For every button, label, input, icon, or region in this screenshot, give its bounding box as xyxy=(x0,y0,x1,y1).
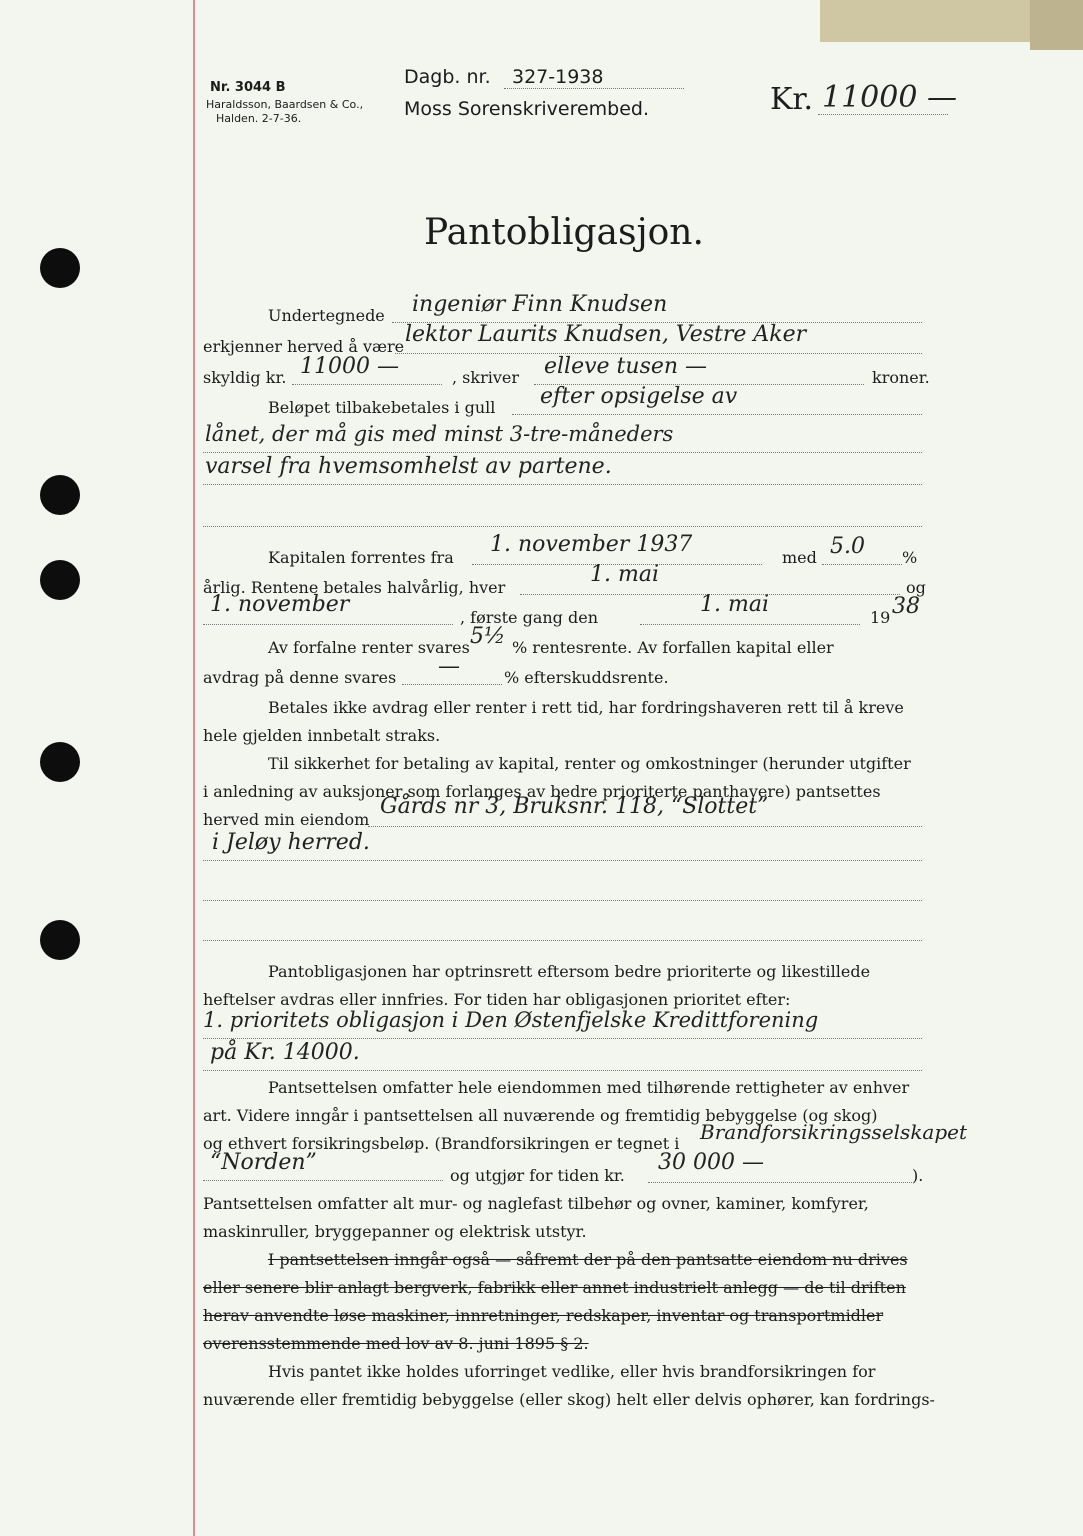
insurer-name-1: Brandforsikringsselskapet xyxy=(700,1120,968,1144)
struck-line-2: eller senere blir anlagt bergverk, fabrikk eller annet industrielt anlegg — de til driften xyxy=(203,1278,906,1297)
kr-amount: 11000 — xyxy=(822,80,957,115)
struck-line-3: herav anvendte løse maskiner, innretninger, redskaper, inventar og transportmidler xyxy=(203,1306,884,1325)
punch-hole xyxy=(40,248,80,288)
document-title: Pantobligasjon. xyxy=(424,212,704,253)
prioritet-line-1: Pantobligasjonen har optrinsrett eftersom bedre prioriterte og likestillede xyxy=(268,962,871,981)
percent-sign: % xyxy=(902,548,918,567)
mur-line-2: maskinruller, bryggepanner og elektrisk utstyr. xyxy=(203,1222,587,1241)
insured-amount: 30 000 — xyxy=(658,1150,764,1175)
close-paren: ). xyxy=(912,1166,924,1185)
punch-hole xyxy=(40,560,80,600)
forfalne-label: Av forfalne renter svares xyxy=(268,638,470,657)
omfatter-line-1: Pantsettelsen omfatter hele eiendommen med tilhørende rettigheter av enhver xyxy=(268,1078,910,1097)
repayment-terms-3: varsel fra hvemsomhelst av partene. xyxy=(205,454,612,479)
betales-line-1: Betales ikke avdrag eller renter i rett tid, har fordringshaveren rett til å kreve xyxy=(268,698,904,717)
prior-mortgage-2: på Kr. 14000. xyxy=(210,1040,360,1065)
med-label: med xyxy=(782,548,817,567)
mur-line-1: Pantsettelsen omfatter alt mur- og naglefast tilbehør og ovner, kaminer, komfyrer, xyxy=(203,1194,869,1213)
default-interest-rate: 5½ xyxy=(470,624,506,649)
insurer-name-2: “Norden” xyxy=(210,1150,317,1175)
interest-rate: 5.0 xyxy=(830,534,865,559)
interest-start-date: 1. november 1937 xyxy=(490,532,693,557)
utgjor-label: og utgjør for tiden kr. xyxy=(450,1166,625,1185)
prior-mortgage-1: 1. prioritets obligasjon i Den Østenfjelske Kredittforening xyxy=(203,1008,819,1032)
forste-label: , første gang den xyxy=(460,608,598,627)
year-prefix: 19 xyxy=(870,608,891,627)
margin-line xyxy=(193,0,195,1536)
struck-line-1: I pantsettelsen inngår også — såfremt der på den pantsatte eiendom nu drives xyxy=(268,1250,908,1269)
skriver-label: , skriver xyxy=(452,368,519,387)
first-payment-date: 1. mai xyxy=(700,592,769,617)
hvis-line-1: Hvis pantet ikke holdes uforringet vedlike, eller hvis brandforsikringen for xyxy=(268,1362,876,1381)
printer-line-1: Haraldsson, Baardsen & Co., xyxy=(206,98,364,111)
kapital-label: Kapitalen forrentes fra xyxy=(268,548,454,567)
form-number: Nr. 3044 B xyxy=(210,80,286,95)
punch-hole xyxy=(40,475,80,515)
paper-tape-corner xyxy=(1030,0,1083,50)
omfatter-line-2: art. Videre inngår i pantsettelsen all nuværende og fremtidig bebyggelse (og skog) xyxy=(203,1106,878,1125)
punch-hole xyxy=(40,920,80,960)
overdue-rate: — xyxy=(438,654,460,679)
avdrag-text: % efterskuddsrente. xyxy=(504,668,669,687)
avdrag-label: avdrag på denne svares xyxy=(203,668,397,687)
debtor-name: ingeniør Finn Knudsen xyxy=(412,292,668,317)
omfatter-line-3: og ethvert forsikringsbeløp. (Brandforsikringen er tegnet i xyxy=(203,1134,680,1153)
property-description-2: i Jeløy herred. xyxy=(212,830,370,855)
skyldig-amount: 11000 — xyxy=(300,354,399,379)
printer-line-2: Halden. 2-7-36. xyxy=(216,112,302,125)
arlig-label: årlig. Rentene betales halvårlig, hver xyxy=(203,578,506,597)
payment-date-2: 1. november xyxy=(210,592,350,617)
prioritet-line-2: heftelser avdras eller innfries. For tiden har obligasjonen prioritet efter: xyxy=(203,990,791,1009)
payment-date-1: 1. mai xyxy=(590,562,659,587)
undertegnede-label: Undertegnede xyxy=(268,306,385,325)
repayment-terms-1: efter opsigelse av xyxy=(540,384,738,409)
belopet-label: Beløpet tilbakebetales i gull xyxy=(268,398,496,417)
dagb-number: 327-1938 xyxy=(512,66,604,88)
sikkerhet-line-2: i anledning av auksjoner som forlanges av bedre prioriterte panthavere) pantsettes xyxy=(203,782,881,801)
creditor-name: lektor Laurits Knudsen, Vestre Aker xyxy=(405,322,807,347)
property-description-1: Gårds nr 3, Bruksnr. 118, “Slottet” xyxy=(380,794,769,819)
amount-in-words: elleve tusen — xyxy=(544,354,708,379)
og-label: og xyxy=(906,578,926,597)
struck-line-4: overensstemmende med lov av 8. juni 1895 § 2. xyxy=(203,1334,589,1353)
repayment-terms-2: lånet, der må gis med minst 3-tre-måneders xyxy=(205,422,674,446)
kr-label: Kr. xyxy=(770,82,813,117)
skyldig-label: skyldig kr. xyxy=(203,368,287,387)
office-name: Moss Sorenskriverembed. xyxy=(404,98,650,120)
sikkerhet-line-1: Til sikkerhet for betaling av kapital, renter og omkostninger (herunder utgifter xyxy=(268,754,911,773)
forfalne-text: % rentesrente. Av forfallen kapital eller xyxy=(512,638,834,657)
herved-label: herved min eiendom xyxy=(203,810,370,829)
year-suffix: 38 xyxy=(892,594,920,619)
kroner-label: kroner. xyxy=(872,368,930,387)
punch-hole xyxy=(40,742,80,782)
dagb-label: Dagb. nr. xyxy=(404,66,491,88)
betales-line-2: hele gjelden innbetalt straks. xyxy=(203,726,441,745)
hvis-line-2: nuværende eller fremtidig bebyggelse (eller skog) helt eller delvis ophører, kan fordrings- xyxy=(203,1390,935,1409)
erkjenner-label: erkjenner herved å være xyxy=(203,337,405,356)
